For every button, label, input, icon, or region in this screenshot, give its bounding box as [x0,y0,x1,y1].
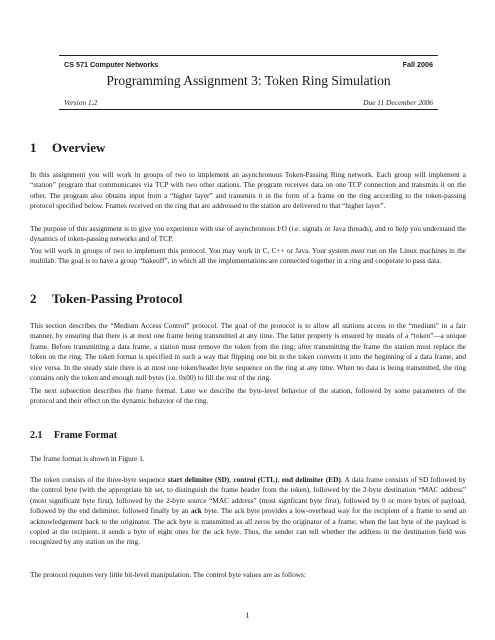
paragraph: This section describes the “Medium Access Control” protocol. The goal of the protocol is to allow all stations access to the “medium” in a fair manner, by ensuring that there is at most one frame being transmitted at any time. The latter property is ensured by means of a “token”—a unique frame. Before transmitting a data frame, a station must remove the token from the ring; after transmitting the frame the station must replace the token on the ring. The token format is specified in such a way that flipping one bit in the token converts it into the beginning of a data frame, and vice versa. In the steady state there is at most one token/header byte sequence on the ring at any time. When no data is being transmitted, the ring contains only the token and enough null bytes (i.e. 0x00) to fill the rest of the ring. [30,321,466,383]
due-date: Due 11 December 2006 [363,98,433,107]
section-title: Token-Passing Protocol [52,291,183,306]
version: Version 1.2 [64,98,98,107]
paragraph: The frame format is shown in Figure 1. [30,454,145,463]
text-run: . A data frame consists of SD followed by the control byte (with the appropriate bit set, to distinguish the frame header from the token), followed by the 2-byte destination “MAC address” (most significant byte first), followed by the 2-byte source “MAC address” (most signficant byte first), followed by 0 or more bytes of payload, followed by the end delimiter, followed finally by an [30,475,466,516]
subsection-heading-frame-format [30,430,117,441]
section-heading-overview [30,140,105,156]
emphasis: must [351,246,365,255]
term-ed: end delimiter (ED) [281,475,341,484]
paragraph [30,475,466,548]
paragraph: The purpose of this assignment is to give you experience with use of asynchronous I/O (i.e. signals or Java threads), and to help you understand the dynamics of token-passing networks and of TCP. [30,224,466,244]
course-name: CS 571 Computer Networks [64,60,159,69]
paragraph: The next subsection describes the frame format. Later we describe the byte-level behavior of the station, followed by some parameters of the protocol and their effect on the dynamic behavior of the ring. [30,386,466,406]
paragraph: In this assignment you will work in groups of two to implement an asynchronous Token-Passing Ring network. Each group will implement a “station” program that communicates via TCP with two other stations. The program receives data on one TCP connection and transmits it on the other. The program also obtains input from a “higher layer” and transmits it in the form of a frame on the ring according to the token-passing protocol specified below. Frames received on the ring that are addressed to the station are delivered to that “higher layer”. [30,170,466,211]
subsection-title: Frame Format [54,430,118,441]
section-number: 2 [30,291,37,306]
term-sd: start delimiter (SD) [167,475,230,484]
text-run: , [229,475,234,484]
assignment-header [59,55,438,110]
term-ctl: control (CTL) [233,475,278,484]
term: Fall 2006 [402,60,433,69]
subsection-number: 2.1 [30,430,43,441]
section-heading-token-passing [30,291,182,307]
paragraph: The protocol requires very little bit-level manipulation. The control byte values are as follows: [30,570,306,579]
term-ack: ack [190,506,202,516]
text-run: You will work in groups of two to implement this protocol. You may work in C, C++ or Java. Your system [30,246,352,255]
document-title: Programming Assignment 3: Token Ring Simulation [106,73,391,88]
text-run: The token consists of the three-byte sequence [30,475,168,484]
text-run: byte. The ack byte provides a low-overhead way for the recipient of a frame to send an acknowledgement back to the originator. The ack byte is transmitted as all zeros by the originator of a frame; when the last byte of the payload is copied at the recipient, it sends a byte of eight ones for the ack byte. Thus, the sender can tell whether the address in the destination field was recognized by any station on the ring. [30,506,466,547]
section-number: 1 [30,140,37,155]
paragraph [30,246,466,267]
section-title: Overview [52,140,106,155]
page-number: 1 [245,611,250,620]
text-run: , [277,475,282,484]
text-run: run on the Linux machines in the multilab. The goal is to have a group “bakeoff”, in which all the implementations are connected together in a ring and cooperate to pass data. [30,246,466,266]
